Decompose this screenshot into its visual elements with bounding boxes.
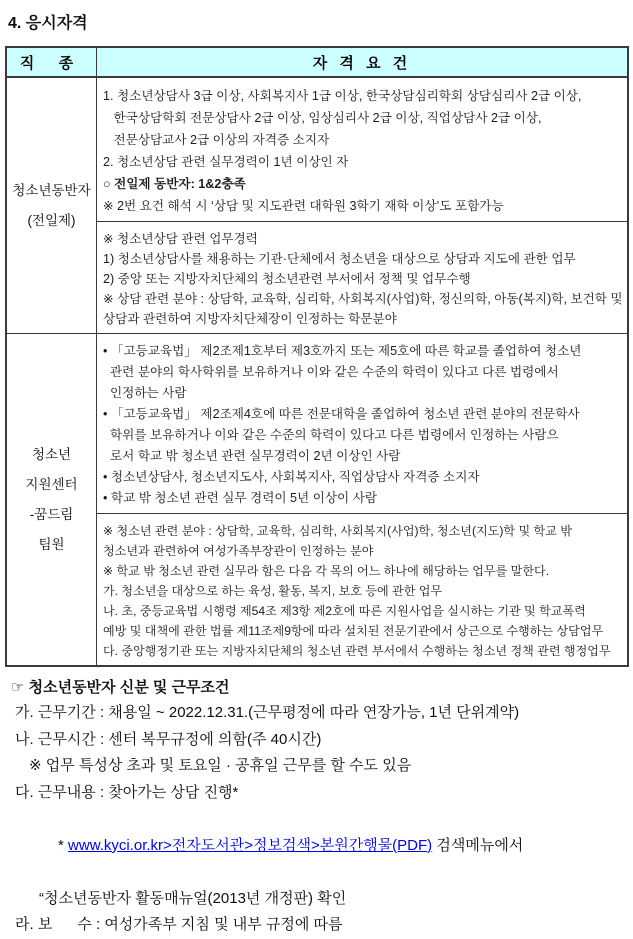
working-conditions-section [5, 675, 630, 939]
text-line: 예방 및 대책에 관한 법률 제11조제9항에 따라 설치된 전문기관에서 상근으로 수행하는 상담업무 [103, 624, 604, 638]
table-row-fulltime-companion [7, 78, 627, 333]
job-cell-dream-team-member [7, 334, 97, 665]
text-line: ※ 상담 관련 분야 : 상담학, 교육학, 심리학, 사회복지(사업)학, 정신의학, 아동(복지)학, 보건학 및 [103, 292, 623, 306]
text-line: 관련 분야의 학사학위를 보유하거나 이와 같은 수준의 학력이 있다고 다른 법령에서 [103, 365, 559, 379]
text-line: ※ 청소년상담 관련 업무경력 [103, 232, 258, 246]
table-row-dream-team-member [7, 333, 627, 665]
requirements-section-experience-note [97, 221, 627, 333]
text-line: ※ 청소년 관련 분야 : 상담학, 교육학, 심리학, 사회복지(사업)학, 청소년(지도)학 및 학교 밖 [103, 524, 572, 538]
text-line: -꿈드림 [29, 506, 74, 522]
text-line: 나. 초, 중등교육법 시행령 제54조 제3항 제2호에 따른 지원사업을 실시하는 기관 및 학교폭력 [103, 604, 586, 618]
text-line: 한국상담학회 전문상담사 2급 이상, 임상심리사 2급 이상, 직업상담사 2급 이상, [103, 111, 542, 125]
text-line: 학위를 보유하거나 이와 같은 수준의 학력이 있다고 다른 법령에서 인정하는 사람으 [103, 428, 559, 442]
manual-link-line [33, 806, 630, 886]
text-line: 지원센터 [25, 476, 78, 492]
requirements-cell [97, 334, 627, 665]
text-line: • 청소년상담사, 청소년지도사, 사회복지사, 직업상담사 자격증 소지자 [103, 470, 480, 484]
col-header-requirements: 자 격 요 건 [97, 48, 627, 78]
text-line: 로서 학교 밖 청소년 관련 실무경력이 2년 이상인 사람 [103, 449, 401, 463]
requirements-section-certs [97, 78, 627, 221]
text-line: (전일제) [27, 212, 76, 228]
text-line: 팀원 [38, 536, 65, 552]
text-line: 청소년 [31, 446, 72, 462]
qualification-table [5, 46, 629, 667]
working-conditions-heading: ☞ 청소년동반자 신분 및 근무조건 [11, 679, 230, 696]
work-hours-line: 나. 근무시간 : 센터 복무규정에 의함(주 40시간) [15, 730, 322, 748]
overtime-note-line: ※ 업무 특성상 초과 및 토요일 · 공휴일 근무를 할 수도 있음 [29, 757, 412, 774]
salary-line: 라. 보 수 : 여성가족부 지침 및 내부 규정에 따름 [15, 916, 343, 933]
text-line: ※ 2번 요건 해석 시 ‘상담 및 지도관련 대학원 3학기 재학 이상’도 포함가능 [103, 199, 504, 213]
text-line: 2. 청소년상담 관련 실무경력이 1년 이상인 자 [103, 155, 349, 169]
text-line: 1) 청소년상담사를 채용하는 기관·단체에서 청소년을 대상으로 상담과 지도에 관한 업무 [103, 252, 576, 266]
link-prefix-asterisk: * [58, 836, 69, 854]
work-content-line: 다. 근무내용 : 찾아가는 상담 진행* [15, 783, 239, 801]
text-line: 2) 중앙 또는 지방자치단체의 청소년관련 부서에서 정책 및 업무수행 [103, 272, 471, 286]
manual-note-line: “청소년동반자 활동매뉴얼(2013년 개정판) 확인 [39, 889, 347, 907]
text-line: 1. 청소년상담사 3급 이상, 사회복지사 1급 이상, 한국상담심리학회 상담심리사 2급 이상, [103, 89, 582, 103]
link-suffix-text: 검색메뉴에서 [432, 836, 524, 854]
text-line: ○ 전일제 동반자: 1&2충족 [103, 177, 246, 191]
text-line: 상담과 관련하여 지방자치단체장이 인정하는 학문분야 [103, 312, 397, 326]
text-line: 인정하는 사람 [103, 386, 187, 400]
text-line: 다. 중앙행정기관 또는 지방자치단체의 청소년 관련 부서에서 수행하는 청소년 정책 관련 행정업무 [103, 644, 611, 658]
col-header-job-type: 직 종 [7, 48, 97, 78]
requirements-section-education [97, 334, 627, 513]
text-line: 가. 청소년을 대상으로 하는 육성, 활동, 복지, 보호 등에 관한 업무 [103, 584, 443, 598]
text-line: • 「고등교육법」 제2조제1호부터 제3호까지 또는 제5호에 따른 학교를 졸업하여 청소년 [103, 344, 582, 358]
text-line: ※ 학교 밖 청소년 관련 실무라 함은 다음 각 목의 어느 하나에 해당하는 업무를 말한다. [103, 564, 550, 578]
text-line: 청소년과 관련하여 여성가족부장관이 인정하는 분야 [103, 544, 374, 558]
text-line: • 「고등교육법」 제2조제4호에 따른 전문대학을 졸업하여 청소년 관련 분야의 전문학사 [103, 407, 580, 421]
text-line: • 학교 밖 청소년 관련 실무 경력이 5년 이상이 사람 [103, 491, 378, 505]
job-cell-fulltime-companion [7, 78, 97, 333]
requirements-cell [97, 78, 627, 333]
text-line: 청소년동반자 [12, 182, 91, 198]
table-header-row [7, 48, 627, 78]
requirements-section-field-note [97, 513, 627, 665]
kyci-manual-link[interactable]: www.kyci.or.kr>전자도서관>정보검색>본원간행물(PDF) [68, 836, 433, 854]
text-line: 전문상담교사 2급 이상의 자격증 소지자 [103, 133, 330, 147]
work-period-line: 가. 근무기간 : 채용일 ~ 2022.12.31.(근무평정에 따라 연장가능, 1년 단위계약) [15, 704, 520, 721]
page-title: 4. 응시자격 [8, 15, 88, 32]
